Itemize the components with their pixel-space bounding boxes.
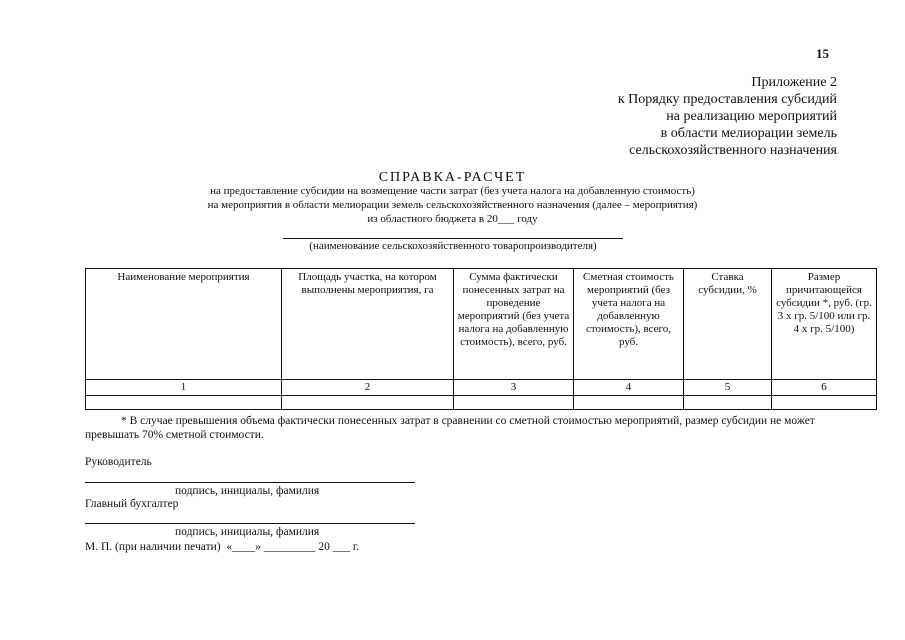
- appendix-line: Приложение 2: [751, 75, 837, 90]
- header-activity-name: Наименование мероприятия: [86, 269, 282, 380]
- head-label: Руководитель: [85, 456, 152, 468]
- accountant-label: Главный бухгалтер: [85, 498, 179, 510]
- column-number: 4: [574, 380, 684, 396]
- header-subsidy-amount: Размер причитающейся субсидии *, руб. (гр. 3 х гр. 5/100 или гр. 4 х гр. 5/100): [772, 269, 877, 380]
- empty-cell: [282, 396, 454, 410]
- column-number: 3: [454, 380, 574, 396]
- accountant-signature-caption: подпись, инициалы, фамилия: [175, 526, 320, 538]
- stamp-date-line: М. П. (при наличии печати) «____» _________ 20 ___ г.: [85, 541, 360, 553]
- column-number: 5: [684, 380, 772, 396]
- empty-cell: [86, 396, 282, 410]
- subtitle-line: на предоставление субсидии на возмещение части затрат (без учета налога на добавленную стоимость): [210, 185, 695, 197]
- table-row: [86, 380, 877, 396]
- empty-cell: [574, 396, 684, 410]
- header-subsidy-rate: Ставка субсидии, %: [684, 269, 772, 380]
- head-signature-line: [85, 482, 415, 483]
- footnote: * В случае превышения объема фактически понесенных затрат в сравнении со сметной стоимостью мероприятий, размер субсидии не может превышать 70% сметной стоимости.: [85, 415, 815, 441]
- header-actual-costs: Сумма фактически понесенных затрат на проведение мероприятий (без учета налога на добавленную стоимость), всего, руб.: [454, 269, 574, 380]
- calculation-table: [85, 268, 877, 410]
- document-title: СПРАВКА-РАСЧЕТ: [378, 170, 527, 185]
- producer-name-caption: (наименование сельскохозяйственного товаропроизводителя): [309, 240, 597, 252]
- subtitle-line: на мероприятия в области мелиорации земель сельскохозяйственного назначения (далее – мероприятия): [207, 199, 698, 211]
- table-header-row: [86, 269, 877, 380]
- table-row: [86, 396, 877, 410]
- document-subtitle: [0, 184, 905, 226]
- appendix-line: к Порядку предоставления субсидий: [617, 92, 837, 107]
- empty-cell: [454, 396, 574, 410]
- column-number: 6: [772, 380, 877, 396]
- page-number: 15: [816, 46, 829, 61]
- appendix-line: сельскохозяйственного назначения: [629, 143, 837, 158]
- header-area: Площадь участка, на котором выполнены мероприятия, га: [282, 269, 454, 380]
- column-number: 1: [86, 380, 282, 396]
- accountant-signature-line: [85, 523, 415, 524]
- header-estimated-cost: Сметная стоимость мероприятий (без учета налога на добавленную стоимость), всего, руб.: [574, 269, 684, 380]
- head-signature-caption: подпись, инициалы, фамилия: [175, 485, 320, 497]
- appendix-line: в области мелиорации земель: [660, 126, 837, 141]
- empty-cell: [772, 396, 877, 410]
- producer-name-line: [283, 238, 623, 239]
- column-number: 2: [282, 380, 454, 396]
- appendix-line: на реализацию мероприятий: [666, 109, 837, 124]
- subtitle-line: из областного бюджета в 20___ году: [367, 213, 538, 225]
- appendix-header: [618, 74, 837, 159]
- empty-cell: [684, 396, 772, 410]
